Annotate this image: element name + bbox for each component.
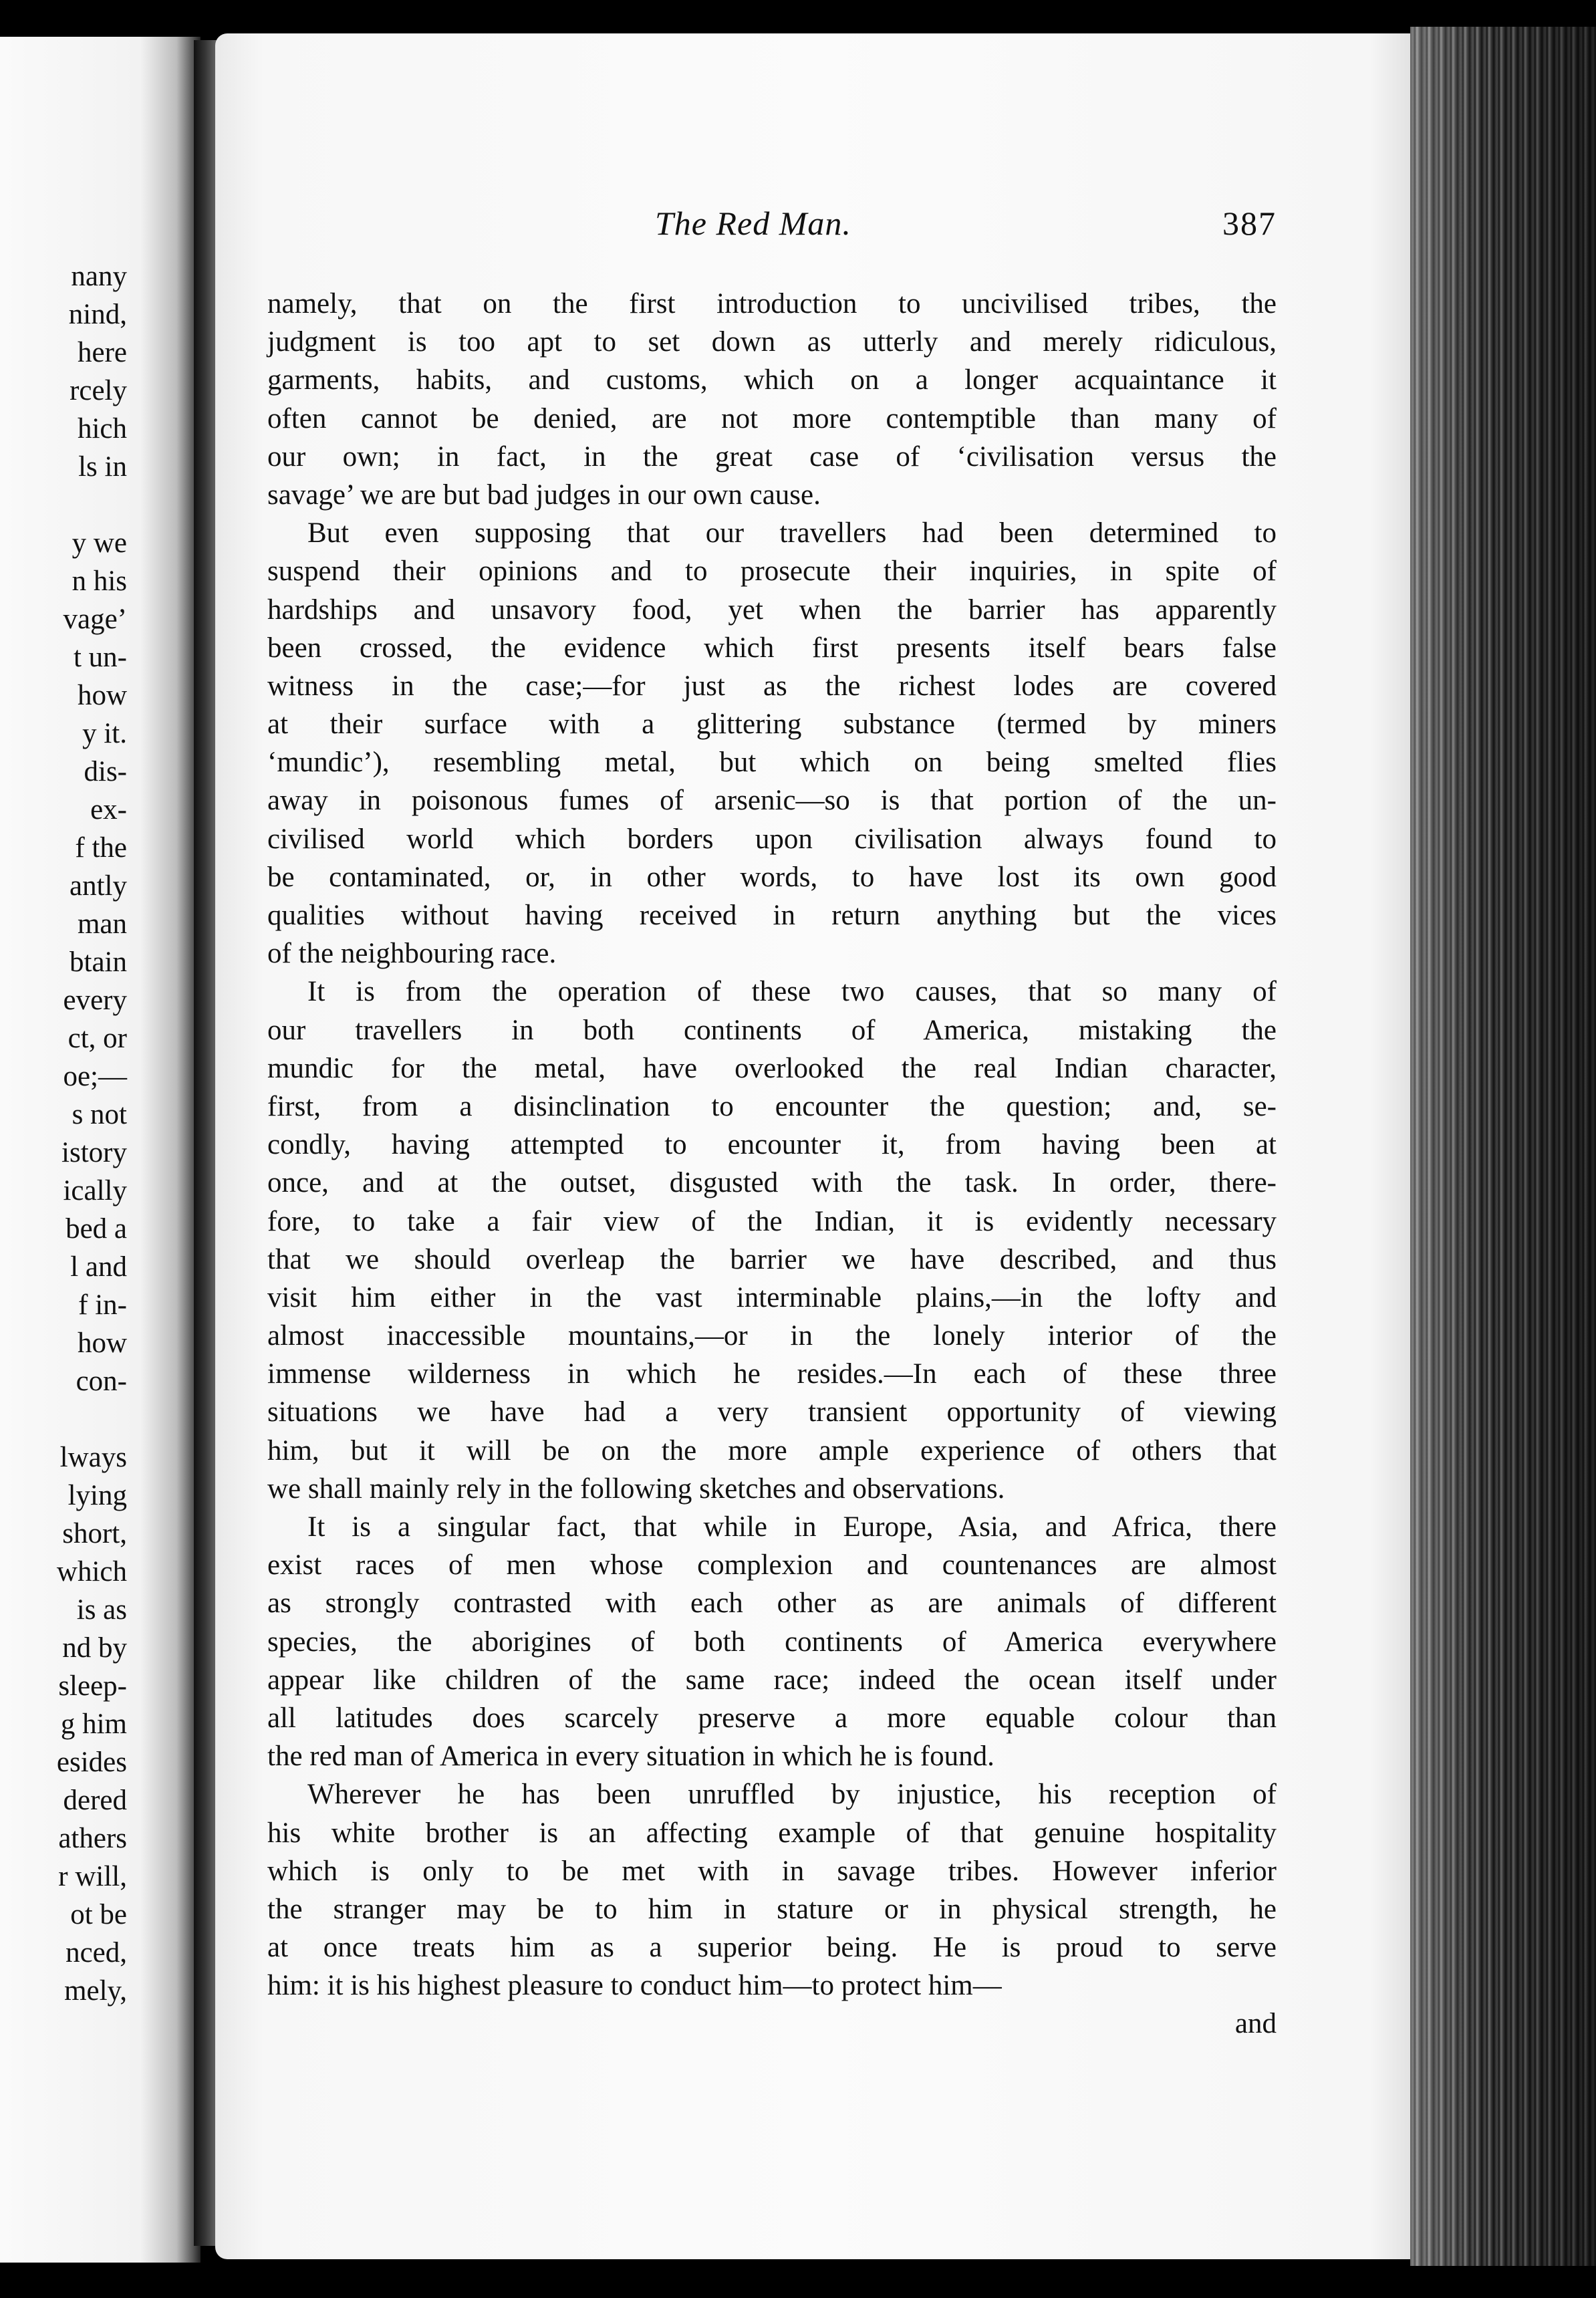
facing-page-fragment: how	[77, 680, 127, 711]
text-line: first, from a disinclination to encounter the question; and, se-	[267, 1090, 1277, 1122]
facing-page-fragment: ically	[63, 1175, 127, 1206]
facing-page-fragment: ls in	[78, 451, 127, 483]
text-line: of the neighbouring race.	[267, 938, 557, 970]
paragraph	[267, 1775, 1277, 2005]
text-line: be contaminated, or, in other words, to have lost its own good	[267, 861, 1277, 893]
facing-page-fragment: which	[56, 1556, 127, 1587]
page-edges	[1410, 27, 1596, 2266]
facing-page-fragment: here	[78, 337, 127, 368]
paragraph	[267, 973, 1277, 1508]
running-head	[267, 204, 1277, 257]
text-line: It is a singular fact, that while in Europe, Asia, and Africa, there	[307, 1511, 1277, 1543]
text-line: as strongly contrasted with each other as are animals of different	[267, 1587, 1277, 1620]
facing-page-fragment	[0, 486, 127, 524]
text-line: that we should overleap the barrier we have described, and thus	[267, 1243, 1277, 1275]
facing-page-fragment: dered	[63, 1785, 127, 1816]
text-line: civilised world which borders upon civilisation always found to	[267, 823, 1277, 855]
facing-page-fragment: mely,	[64, 1975, 127, 2007]
text-line: situations we have had a very transient opportunity of viewing	[267, 1396, 1277, 1428]
facing-page-fragment: vage’	[63, 604, 127, 635]
paragraph	[267, 285, 1277, 514]
facing-page-fragment: r will,	[58, 1861, 127, 1892]
text-line: often cannot be denied, are not more contemptible than many of	[267, 402, 1277, 434]
facing-page-fragment: g him	[60, 1708, 127, 1740]
facing-page-fragment: hich	[77, 413, 127, 444]
catchword: and	[1234, 2008, 1277, 2040]
text-line: visit him either in the vast interminable plains,—in the lofty and	[267, 1281, 1277, 1313]
facing-page-fragment: nd by	[62, 1632, 127, 1664]
facing-page-fragment: nced,	[65, 1937, 127, 1968]
facing-page-fragment: man	[77, 908, 127, 940]
paragraph	[267, 514, 1277, 973]
text-line: the stranger may be to him in stature or in physical strength, he	[267, 1893, 1277, 1925]
text-line: once, and at the outset, disgusted with the task. In order, there-	[267, 1167, 1277, 1199]
facing-page-fragment: nany	[71, 261, 127, 292]
facing-page-fragment: btain	[70, 946, 127, 978]
page-number: 387	[1222, 205, 1277, 242]
text-line: almost inaccessible mountains,—or in the lonely interior of the	[267, 1320, 1277, 1352]
body-text	[267, 285, 1277, 2043]
text-line: him, but it will be on the more ample experience of others that	[267, 1434, 1277, 1466]
text-line: It is from the operation of these two causes, that so many of	[307, 976, 1277, 1008]
text-line: species, the aborigines of both continents of America everywhere	[267, 1626, 1277, 1658]
text-line: mundic for the metal, have overlooked the real Indian character,	[267, 1052, 1277, 1084]
text-line: we shall mainly rely in the following sketches and observations.	[267, 1473, 1005, 1505]
text-line: savage’ we are but bad judges in our own cause.	[267, 479, 821, 511]
facing-page-fragment: lying	[68, 1480, 127, 1511]
facing-page-fragment: athers	[58, 1823, 127, 1854]
text-line: his white brother is an affecting example of that genuine hospitality	[267, 1817, 1277, 1849]
text-line: him: it is his highest pleasure to conduct him—to protect him—	[267, 1970, 1002, 2002]
running-title: The Red Man.	[655, 205, 851, 242]
facing-page-fragment: t un-	[73, 642, 127, 673]
facing-page-fragment: sleep-	[58, 1670, 127, 1702]
text-line: our travellers in both continents of America, mistaking the	[267, 1014, 1277, 1046]
text-line: hardships and unsavory food, yet when the barrier has apparently	[267, 594, 1277, 626]
text-line: appear like children of the same race; indeed the ocean itself under	[267, 1664, 1277, 1696]
facing-page-fragment: n his	[72, 565, 127, 597]
facing-page-fragment: y we	[72, 527, 127, 559]
facing-page-fragment: is as	[76, 1594, 127, 1626]
text-line: fore, to take a fair view of the Indian, it is evidently necessary	[267, 1205, 1277, 1237]
text-line: away in poisonous fumes of arsenic—so is that portion of the un-	[267, 785, 1277, 817]
facing-page-fragment: rcely	[70, 375, 127, 406]
text-line: at their surface with a glittering substance (termed by miners	[267, 709, 1277, 741]
facing-page-fragment: dis-	[84, 756, 127, 787]
facing-page-fragment: con-	[76, 1366, 127, 1397]
facing-page-fragment: f the	[75, 832, 127, 864]
text-line: Wherever he has been unruffled by injustice, his reception of	[307, 1779, 1277, 1811]
facing-page-fragment: f in-	[78, 1289, 127, 1321]
facing-page-fragment: istory	[61, 1137, 127, 1168]
facing-page-fragment: s not	[72, 1099, 127, 1130]
text-line: condly, having attempted to encounter it, from having been at	[267, 1129, 1277, 1161]
text-line: all latitudes does scarcely preserve a more equable colour than	[267, 1702, 1277, 1734]
text-line: the red man of America in every situation in which he is found.	[267, 1741, 994, 1773]
facing-page	[0, 37, 201, 2263]
facing-page-fragment: ex-	[90, 794, 127, 825]
facing-page-fragment: ot be	[70, 1899, 127, 1930]
text-line: ‘mundic’), resembling metal, but which on being smelted flies	[267, 747, 1277, 779]
paragraph	[267, 1508, 1277, 1775]
text-line: garments, habits, and customs, which on a longer acquaintance it	[267, 364, 1277, 396]
facing-page-fragment: y it.	[82, 718, 127, 749]
text-line: suspend their opinions and to prosecute their inquiries, in spite of	[267, 555, 1277, 588]
facing-page-fragment: antly	[70, 870, 127, 902]
facing-page-fragment: short,	[62, 1518, 127, 1549]
text-line: our own; in fact, in the great case of ‘civilisation versus the	[267, 440, 1277, 473]
text-line: exist races of men whose complexion and countenances are almost	[267, 1549, 1277, 1581]
text-line: been crossed, the evidence which first presents itself bears false	[267, 632, 1277, 664]
facing-page-fragment: esides	[56, 1747, 127, 1778]
facing-page-fragment: how	[77, 1327, 127, 1359]
facing-page-text	[0, 257, 127, 2010]
facing-page-fragment	[0, 1400, 127, 1438]
facing-page-fragment: oe;—	[63, 1061, 127, 1092]
facing-page-fragment: ct, or	[68, 1023, 127, 1054]
facing-page-fragment: every	[63, 985, 127, 1016]
facing-page-fragment: lways	[59, 1442, 127, 1473]
text-line: judgment is too apt to set down as utterly and merely ridiculous,	[267, 326, 1277, 358]
text-line: But even supposing that our travellers had been determined to	[307, 517, 1277, 549]
text-line: at once treats him as a superior being. He is proud to serve	[267, 1932, 1277, 1964]
text-line: immense wilderness in which he resides.—In each of these three	[267, 1358, 1277, 1390]
text-line: which is only to be met with in savage tribes. However inferior	[267, 1855, 1277, 1887]
text-line: witness in the case;—for just as the richest lodes are covered	[267, 670, 1277, 702]
text-line: qualities without having received in return anything but the vices	[267, 900, 1277, 931]
text-line: namely, that on the first introduction to uncivilised tribes, the	[267, 288, 1277, 320]
facing-page-fragment: nind,	[68, 299, 127, 330]
facing-page-fragment: l and	[70, 1251, 127, 1283]
facing-page-fragment: bed a	[65, 1213, 127, 1245]
